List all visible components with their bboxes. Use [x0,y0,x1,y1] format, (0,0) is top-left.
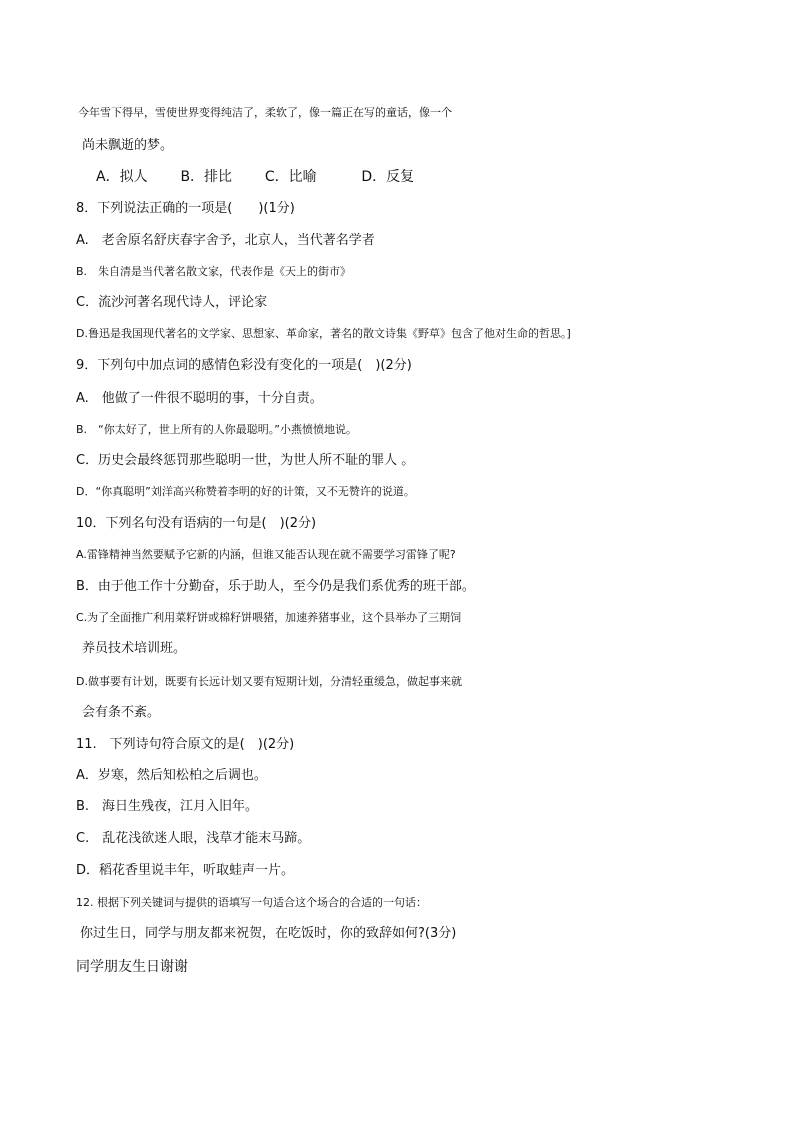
q9-heading: 9．下列句中加点词的感情色彩没有变化的一项是( )(2分) [76,358,412,373]
q10-option-a: A.雷锋精神当然要赋予它新的内涵，但谁又能否认现在就不需要学习雷锋了呢? [76,548,456,561]
q11-option-a: A．岁寒，然后知松柏之后调也。 [76,768,267,783]
q7-options [96,170,414,184]
q10-heading: 10．下列名句没有语病的一句是( )(2分) [76,516,317,531]
q7-sentence-line-2: 尚未飘逝的梦。 [82,138,174,153]
q7-option-c: C．比喻 [264,169,317,185]
q10-option-d-line-1: D.做事要有计划，既要有长远计划又要有短期计划，分清轻重缓急，做起事来就 [76,675,462,688]
q7-option-a: A．拟人 [96,169,148,185]
q9-option-a: A. 他做了一件很不聪明的事，十分自责。 [76,391,323,406]
q10-option-c-line-2: 养员技术培训班。 [82,641,187,656]
q8-heading: 8．下列说法正确的一项是( )(1分) [76,201,295,216]
q10-option-d-line-2: 会有条不紊。 [82,705,161,720]
q11-option-c: C. 乱花浅欲迷人眼，浅草才能末马蹄。 [76,831,311,846]
q7-option-b: B．排比 [180,169,233,185]
q10-option-b: B．由于他工作十分勤奋，乐于助人，至今仍是我们系优秀的班干部。 [76,579,475,594]
q9-option-b: B. “你太好了，世上所有的人你最聪明。”小燕愤愤地说。 [76,423,357,436]
q8-option-a: A. 老舍原名舒庆春字舍予，北京人，当代著名学者 [76,233,375,248]
q12-heading: 12. 根据下列关键词与提供的语填写一句适合这个场合的合适的一句话： [76,896,427,909]
q11-option-b: B. 海日生残夜，江月入旧年。 [76,799,259,814]
q8-option-b: B. 朱自清是当代著名散文家，代表作是《天上的街市》 [76,265,352,278]
q12-prompt: 你过生日，同学与朋友都来祝贺，在吃饭时，你的致辞如何?(3分) [80,926,457,941]
q11-option-d: D．稻花香里说丰年，听取蛙声一片。 [76,863,295,878]
q7-sentence-line-1: 今年雪下得早，雪使世界变得纯洁了，柔软了，像一篇正在写的童话，像一个 [78,106,452,119]
q8-option-c: C．流沙河著名现代诗人，评论家 [76,295,268,310]
q9-option-d: D．“你真聪明”刘洋高兴称赞着李明的好的计策，又不无赞许的说道。 [76,485,415,498]
q7-option-d: D．反复 [361,169,415,185]
q11-heading: 11. 下列诗句符合原文的是( )(2分) [76,737,295,752]
q10-option-c-line-1: C.为了全面推广利用菜籽饼或棉籽饼喂猪，加速养猪事业，这个县举办了三期饲 [76,611,462,624]
q9-option-c: C．历史会最终惩罚那些聪明一世，为世人所不耻的罪人 。 [76,453,415,468]
q8-option-d: D.鲁迅是我国现代著名的文学家、思想家、革命家，著名的散文诗集《野草》包含了他对生命的哲思。] [76,327,571,340]
q12-keywords: 同学朋友生日谢谢 [76,959,188,975]
